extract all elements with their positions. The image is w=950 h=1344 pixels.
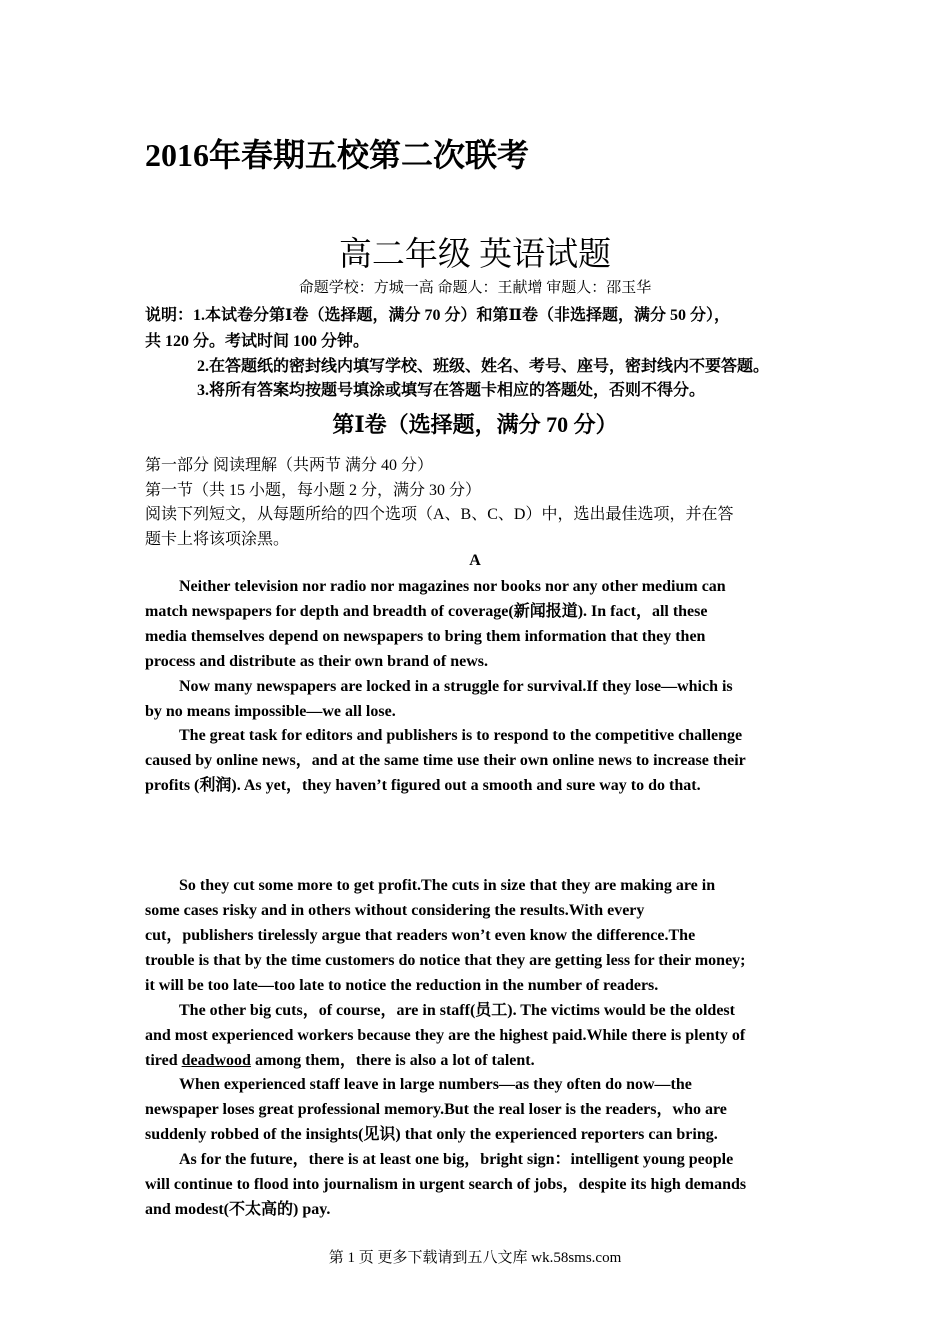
exam-authors: 命题学校：方城一高 命题人：王献增 审题人：邵玉华 [298, 280, 652, 296]
paragraph-line: and most experienced workers because they are the highest paid.While there is plenty of [145, 1027, 746, 1044]
paragraph-line-with-underline [145, 1048, 815, 1073]
passage-paragraph-5 [145, 998, 815, 1073]
text-after-underline: among them，there is also a lot of talent. [250, 1052, 535, 1069]
part-heading: 第一部分 阅读理解（共两节 满分 40 分） [145, 457, 434, 474]
paragraph-line: media themselves depend on newspapers to bring them information that they then [145, 628, 706, 645]
paragraph-line: by no means impossible—we all lose. [145, 703, 396, 720]
passage-paragraph-3 [145, 723, 815, 798]
paragraph-line: it will be too late—too late to notice the reduction in the number of readers. [145, 977, 659, 994]
paragraph-line: match newspapers for depth and breadth of coverage(新闻报道). In fact，all these [145, 603, 708, 620]
text-before-underline: tired [145, 1052, 182, 1069]
paragraph-line: suddenly robbed of the insights(见识) that only the experienced reporters can bring. [145, 1126, 718, 1143]
subsection-heading: 第一节（共 15 小题，每小题 2 分，满分 30 分） [145, 482, 482, 499]
paragraph-line: cut，publishers tirelessly argue that readers won’t even know the difference.The [145, 927, 696, 944]
passage-paragraph-6 [145, 1072, 815, 1147]
paragraph-line: trouble is that by the time customers do notice that they are getting less for their money; [145, 952, 746, 969]
directions-line-1: 阅读下列短文，从每题所给的四个选项（A、B、C、D）中，选出最佳选项，并在答 [145, 506, 734, 523]
paragraph-line: As for the future，there is at least one big，bright sign：intelligent young people [179, 1151, 734, 1168]
page-footer: 第 1 页 更多下载请到五八文库 wk.58sms.com [328, 1250, 622, 1266]
underlined-word: deadwood [181, 1052, 251, 1069]
exam-title: 2016年春期五校第二次联考 [145, 137, 530, 173]
paragraph-line: So they cut some more to get profit.The cuts in size that they are making are in [179, 877, 716, 894]
exam-subtitle: 高二年级 英语试题 [338, 237, 612, 273]
paragraph-line: newspaper loses great professional memory.But the real loser is the readers，who are [145, 1101, 727, 1118]
passage-label: A [469, 552, 481, 569]
paragraph-line: caused by online news，and at the same time use their own online news to increase their [145, 752, 746, 769]
paragraph-line: Neither television nor radio nor magazines nor books nor any other medium can [179, 578, 726, 595]
passage-paragraph-2 [145, 674, 815, 724]
directions-line-2: 题卡上将该项涂黑。 [145, 531, 290, 548]
instruction-line-3: 2.在答题纸的密封线内填写学校、班级、姓名、考号、座号，密封线内不要答题。 [197, 358, 770, 375]
instruction-line-1: 说明：1.本试卷分第Ⅰ卷（选择题，满分 70 分）和第Ⅱ卷（非选择题，满分 50 分）， [145, 307, 730, 324]
paragraph-line: some cases risky and in others without considering the results.With every [145, 902, 645, 919]
paragraph-line: When experienced staff leave in large numbers—as they often do now—the [179, 1076, 692, 1093]
section-title: 第Ⅰ卷（选择题，满分 70 分） [332, 412, 618, 437]
paragraph-line: process and distribute as their own brand of news. [145, 653, 489, 670]
instruction-line-4: 3.将所有答案均按题号填涂或填写在答题卡相应的答题处，否则不得分。 [197, 382, 706, 399]
paragraph-line: The great task for editors and publishers is to respond to the competitive challenge [179, 727, 743, 744]
paragraph-line: will continue to flood into journalism in urgent search of jobs，despite its high demands [145, 1176, 747, 1193]
paragraph-line: Now many newspapers are locked in a struggle for survival.If they lose—which is [179, 678, 733, 695]
paragraph-line: profits (利润). As yet，they haven’t figured out a smooth and sure way to do that. [145, 777, 701, 794]
passage-paragraph-7 [145, 1147, 815, 1222]
passage-paragraph-1 [145, 574, 815, 674]
instruction-line-2: 共 120 分。考试时间 100 分钟。 [145, 333, 370, 350]
passage-paragraph-4 [145, 873, 815, 998]
paragraph-line: and modest(不太高的) pay. [145, 1201, 331, 1218]
paragraph-line: The other big cuts，of course，are in staff(员工). The victims would be the oldest [179, 1002, 735, 1019]
